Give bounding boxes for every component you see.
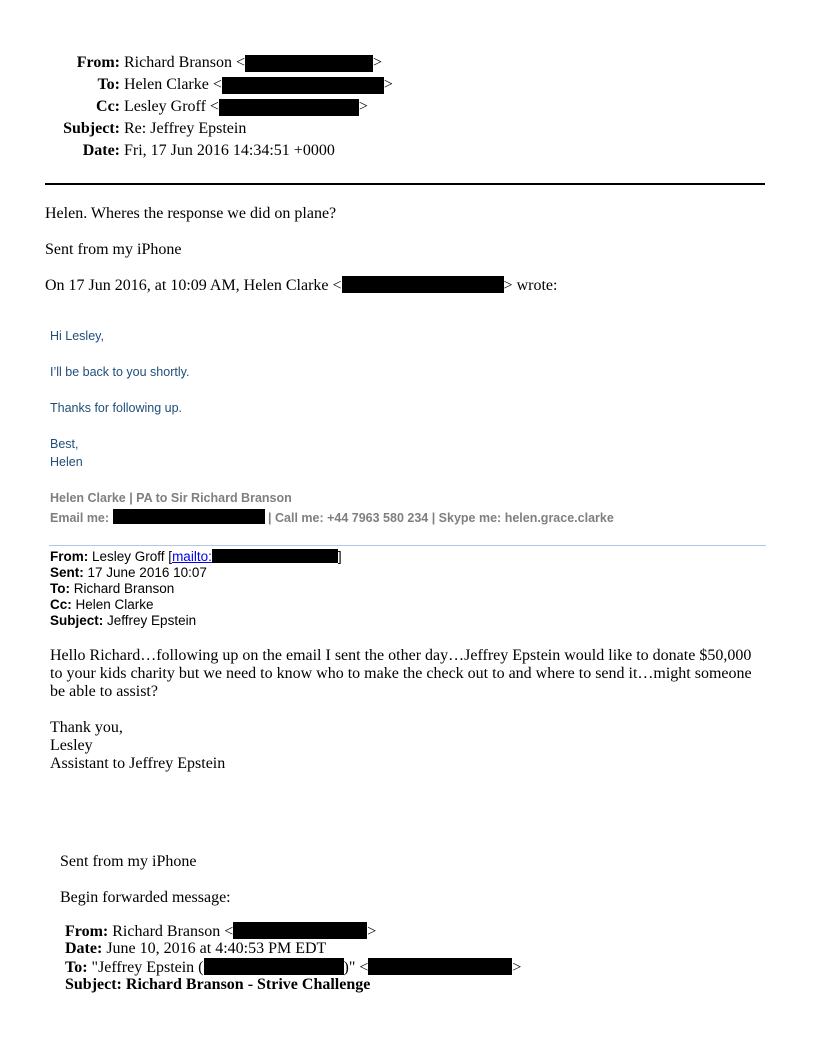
- angle-close: >: [373, 54, 383, 71]
- from-row: [40, 52, 393, 74]
- quote-attribution: [45, 275, 557, 297]
- from-name: Lesley Groff [: [92, 549, 173, 564]
- reply-line: Helen. Wheres the response we did on plane?: [45, 205, 337, 222]
- from-row: [65, 922, 521, 940]
- from-label: From:: [65, 923, 109, 940]
- redaction-box: [368, 958, 512, 975]
- helen-line-2: Thanks for following up.: [50, 401, 183, 415]
- date-label: Date:: [65, 940, 103, 957]
- lesley-thanks: Thank you,: [50, 719, 123, 736]
- sent-from-iphone-2: Sent from my iPhone: [60, 853, 197, 870]
- mailto-link[interactable]: mailto:: [172, 549, 212, 564]
- lesley-title: Assistant to Jeffrey Epstein: [50, 755, 226, 772]
- quote-prefix: On 17 Jun 2016, at 10:09 AM, Helen Clarke <: [45, 277, 342, 294]
- to-name: Helen Clarke <: [124, 76, 222, 93]
- cc-name: Lesley Groff <: [124, 98, 219, 115]
- redaction-box: [245, 55, 373, 72]
- angle-close: >: [383, 76, 393, 93]
- date-row: [40, 140, 393, 162]
- to-label: To:: [65, 959, 88, 976]
- redaction-box: [222, 77, 384, 94]
- subject-row: [40, 118, 393, 140]
- cc-row: [50, 597, 342, 613]
- subject-label: Subject:: [50, 613, 104, 628]
- bracket-close: ]: [337, 549, 342, 564]
- angle-close: >: [367, 923, 377, 940]
- sent-label: Sent:: [50, 565, 84, 580]
- begin-forwarded: Begin forwarded message:: [60, 889, 231, 906]
- redaction-box: [219, 99, 359, 116]
- from-name: Richard Branson <: [124, 54, 245, 71]
- cc-label: Cc:: [50, 597, 72, 612]
- subject-label: Subject:: [65, 976, 122, 993]
- to-open: "Jeffrey Epstein (: [91, 959, 204, 976]
- email-header: [40, 52, 393, 162]
- separator-line: [49, 545, 766, 546]
- angle-close: >: [358, 98, 368, 115]
- signature-contact: [50, 509, 614, 525]
- redaction-box: [342, 276, 504, 293]
- redaction-box: [113, 509, 265, 524]
- from-label: From:: [50, 549, 89, 564]
- from-name: Richard Branson <: [112, 923, 234, 940]
- header-divider: [45, 183, 765, 185]
- cc-text: Helen Clarke: [75, 597, 154, 612]
- to-text: Richard Branson: [73, 581, 175, 596]
- date-text: June 10, 2016 at 4:40:53 PM EDT: [106, 940, 327, 957]
- lesley-name: Lesley: [50, 737, 93, 754]
- helen-line-1: I’ll be back to you shortly.: [50, 365, 190, 379]
- redaction-box: [233, 922, 367, 939]
- helen-greeting: Hi Lesley,: [50, 329, 104, 343]
- subject-row: [50, 613, 342, 629]
- subject-text: Jeffrey Epstein: [107, 613, 197, 628]
- subject-row: [65, 976, 521, 994]
- cc-label: Cc:: [96, 98, 120, 115]
- to-label: To:: [50, 581, 70, 596]
- lesley-message: Hello Richard…following up on the email I sent the other day…Jeffrey Epstein would like to donate $50,000 to your kids charity but we need to know who to make the check out to and where to send it…might someone be able to assist?: [50, 647, 752, 700]
- from-label: From:: [76, 54, 120, 71]
- date-label: Date:: [82, 142, 120, 159]
- to-row: [65, 958, 521, 976]
- sent-from-iphone: Sent from my iPhone: [45, 241, 182, 258]
- signature-title: Helen Clarke | PA to Sir Richard Branson: [50, 491, 292, 505]
- to-row: [50, 581, 342, 597]
- quote-suffix: > wrote:: [503, 277, 558, 294]
- date-text: Fri, 17 Jun 2016 14:34:51 +0000: [124, 142, 335, 159]
- sent-row: [50, 565, 342, 581]
- original-header: [65, 922, 521, 994]
- subject-text: Re: Jeffrey Epstein: [124, 120, 247, 137]
- helen-name: Helen: [50, 455, 83, 469]
- to-row: [40, 74, 393, 96]
- cc-row: [40, 96, 393, 118]
- redaction-box: [212, 549, 338, 563]
- redaction-box: [204, 958, 344, 975]
- angle-close: >: [512, 959, 522, 976]
- sent-text: 17 June 2016 10:07: [87, 565, 207, 580]
- subject-label: Subject:: [63, 120, 120, 137]
- to-mid: )" <: [343, 959, 369, 976]
- helen-closing: Best,: [50, 437, 79, 451]
- call-skype-text: | Call me: +44 7963 580 234 | Skype me: helen.grace.clarke: [268, 511, 614, 525]
- to-label: To:: [97, 76, 120, 93]
- forwarded-header: [50, 549, 342, 629]
- subject-text: Richard Branson - Strive Challenge: [125, 976, 371, 993]
- email-me-label: Email me:: [50, 511, 110, 525]
- date-row: [65, 940, 521, 958]
- from-row: [50, 549, 342, 565]
